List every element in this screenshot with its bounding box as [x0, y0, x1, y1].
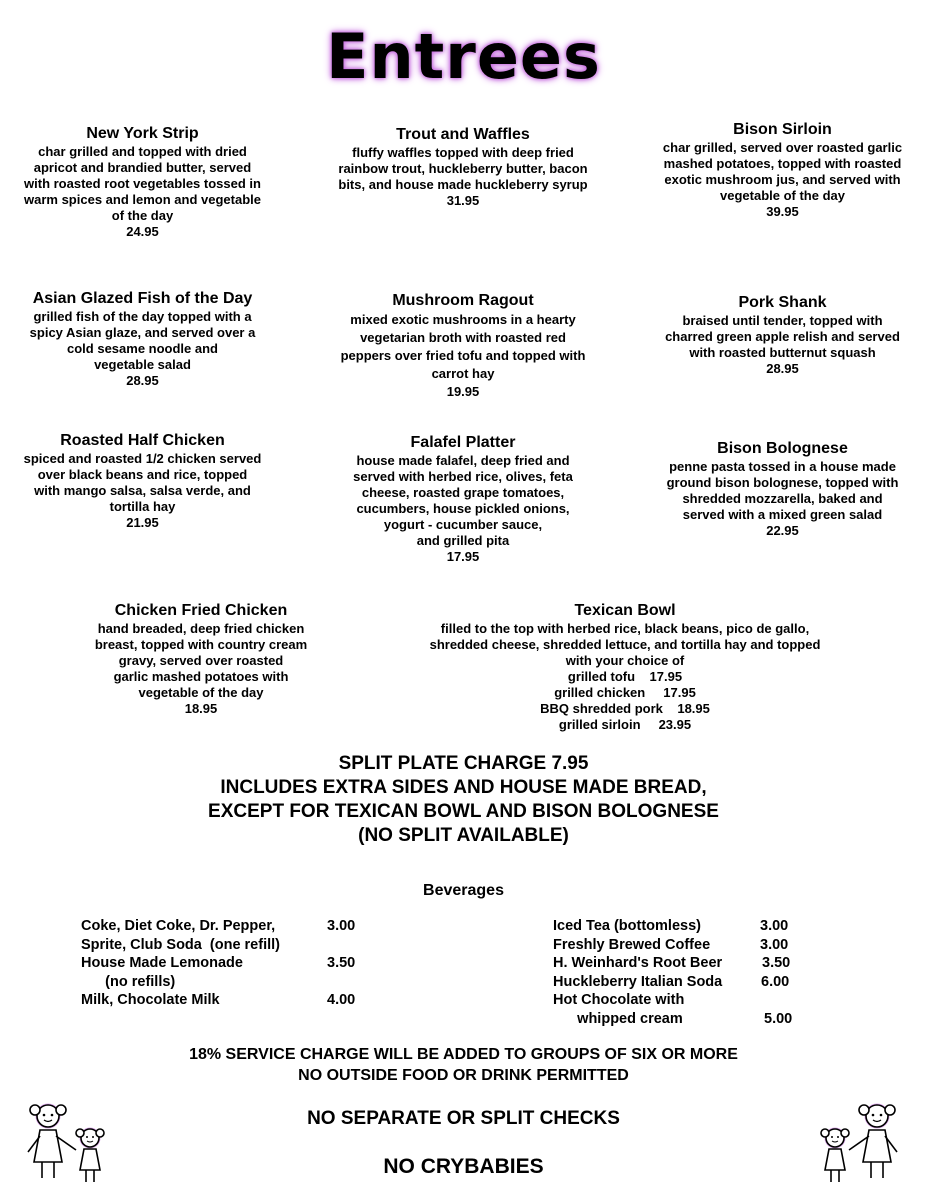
entree-description: braised until tender, topped with charred green apple relish and served with roasted butternut squash [665, 313, 900, 360]
entree-price: 19.95 [446, 384, 480, 399]
entree-price: 31.95 [446, 193, 480, 208]
separate-checks-notice: NO SEPARATE OR SPLIT CHECKS [307, 1108, 620, 1129]
entree-name: Pork Shank [738, 294, 827, 311]
entree-description: mixed exotic mushrooms in a hearty vegetarian broth with roasted red peppers over fried tofu and topped with carrot hay [340, 312, 586, 381]
entree-texican-bowl [395, 601, 855, 733]
beverage-name: (no refills) [81, 973, 176, 990]
page-title: Entrees [326, 20, 601, 93]
beverage-name: Sprite, Club Soda (one refill) [81, 936, 280, 953]
beverage-item [81, 973, 355, 992]
entree-chicken-fried-chicken [62, 601, 340, 717]
entree-price: 28.95 [126, 373, 159, 388]
texican-option: BBQ shredded pork 18.95 [540, 701, 710, 716]
beverage-item [553, 936, 792, 955]
entree-description: penne pasta tossed in a house made ground bison bolognese, topped with shredded mozzarella, baked and served with a mixed green salad [666, 459, 899, 522]
split-plate-notice [0, 752, 927, 848]
beverage-item [81, 936, 355, 955]
crybabies-notice: NO CRYBABIES [383, 1155, 544, 1178]
entree-roasted-half-chicken [5, 431, 280, 531]
beverage-name: H. Weinhard's Root Beer [553, 955, 723, 971]
entree-name: Texican Bowl [574, 602, 676, 619]
entree-falafel-platter [318, 433, 608, 565]
entree-name: Mushroom Ragout [392, 292, 534, 309]
entree-name: Falafel Platter [410, 434, 516, 451]
beverage-name: Coke, Diet Coke, Dr. Pepper, [81, 918, 276, 934]
entree-description: hand breaded, deep fried chicken breast, topped with country cream gravy, served over roasted garlic mashed potatoes with vegetable of the day [94, 621, 308, 700]
entree-price: 22.95 [766, 523, 799, 538]
beverage-price: 3.00 [327, 918, 356, 934]
split-plate-line: (NO SPLIT AVAILABLE) [358, 825, 569, 846]
beverages-heading: Beverages [423, 882, 504, 899]
entree-asian-glazed-fish [5, 289, 280, 389]
beverage-item [553, 1010, 792, 1029]
entree-name: Trout and Waffles [396, 126, 530, 143]
entree-description: grilled fish of the day topped with a spicy Asian glaze, and served over a cold sesame noodle and vegetable salad [29, 309, 256, 372]
split-plate-line: EXCEPT FOR TEXICAN BOWL AND BISON BOLOGNESE [208, 801, 719, 822]
entree-new-york-strip [5, 124, 280, 240]
beverage-name: Huckleberry Italian Soda [553, 973, 723, 990]
beverage-item [553, 954, 792, 973]
beverage-item [81, 991, 355, 1010]
beverage-price: 3.00 [760, 918, 789, 934]
beverages-left-column [81, 917, 355, 1010]
beverage-item [553, 917, 792, 936]
split-plate-line: SPLIT PLATE CHARGE 7.95 [338, 753, 589, 774]
beverage-item [81, 917, 355, 936]
entree-name: New York Strip [86, 125, 199, 142]
entree-name: Chicken Fried Chicken [114, 602, 288, 619]
service-charge-notice: 18% SERVICE CHARGE WILL BE ADDED TO GROUPS OF SIX OR MORE [189, 1046, 738, 1063]
entree-description: spiced and roasted 1/2 chicken served over black beans and rice, topped with mango salsa, salsa verde, and tortilla hay [23, 451, 262, 514]
entree-price: 39.95 [766, 204, 799, 219]
outside-food-notice: NO OUTSIDE FOOD OR DRINK PERMITTED [298, 1067, 629, 1084]
beverage-price: 5.00 [764, 1010, 793, 1027]
beverage-price: 4.00 [327, 992, 356, 1008]
beverage-name: Freshly Brewed Coffee [553, 936, 711, 953]
beverage-name: Hot Chocolate with [553, 992, 685, 1008]
entree-bison-sirloin [640, 120, 925, 220]
beverages-right-column [553, 917, 792, 1028]
beverage-price: 3.50 [762, 955, 791, 971]
entree-bison-bolognese [640, 439, 925, 539]
entree-price: 28.95 [766, 361, 799, 376]
beverage-name: whipped cream [553, 1010, 683, 1027]
entree-description: char grilled and topped with dried apricot and brandied butter, served with roasted root vegetables tossed in warm spices and lemon and vegetable of the day [24, 144, 261, 223]
entree-pork-shank [640, 293, 925, 377]
entree-description: fluffy waffles topped with deep fried rainbow trout, huckleberry butter, bacon bits, and house made huckleberry syrup [338, 145, 588, 192]
beverage-name: Iced Tea (bottomless) [553, 918, 701, 934]
split-plate-line: INCLUDES EXTRA SIDES AND HOUSE MADE BREAD, [220, 777, 707, 798]
texican-option: grilled tofu 17.95 [567, 669, 683, 684]
girls-illustration-left [20, 1100, 110, 1185]
beverage-item [81, 954, 355, 973]
beverage-name: House Made Lemonade [81, 955, 243, 971]
entree-trout-and-waffles [318, 125, 608, 209]
beverage-name: Milk, Chocolate Milk [81, 992, 220, 1008]
beverage-price: 3.50 [327, 955, 356, 971]
entree-price: 24.95 [126, 224, 159, 239]
beverage-price: 6.00 [761, 973, 790, 990]
entree-name: Roasted Half Chicken [60, 432, 225, 449]
entree-price: 17.95 [446, 549, 480, 564]
girls-illustration-right [815, 1100, 905, 1185]
entree-price: 21.95 [126, 515, 159, 530]
entree-name: Bison Bolognese [717, 440, 848, 457]
entree-mushroom-ragout [318, 291, 608, 401]
entree-name: Asian Glazed Fish of the Day [32, 290, 253, 307]
entree-name: Bison Sirloin [733, 121, 832, 138]
entree-price: 18.95 [184, 701, 218, 716]
entree-description: char grilled, served over roasted garlic mashed potatoes, topped with roasted exotic mushroom jus, and served with vegetable of the day [662, 140, 903, 203]
beverage-price: 3.00 [760, 936, 789, 953]
texican-option: grilled chicken 17.95 [554, 685, 696, 700]
beverage-item [553, 991, 792, 1010]
texican-option: grilled sirloin 23.95 [558, 717, 692, 732]
beverage-item [553, 973, 792, 992]
entree-description: house made falafel, deep fried and served with herbed rice, olives, feta cheese, roasted grape tomatoes, cucumbers, house pickled onions, yogurt - cucumber sauce, and grilled pita [353, 453, 573, 548]
entree-description: filled to the top with herbed rice, black beans, pico de gallo, shredded cheese, shredded lettuce, and tortilla hay and topped with your choice of [429, 621, 821, 668]
